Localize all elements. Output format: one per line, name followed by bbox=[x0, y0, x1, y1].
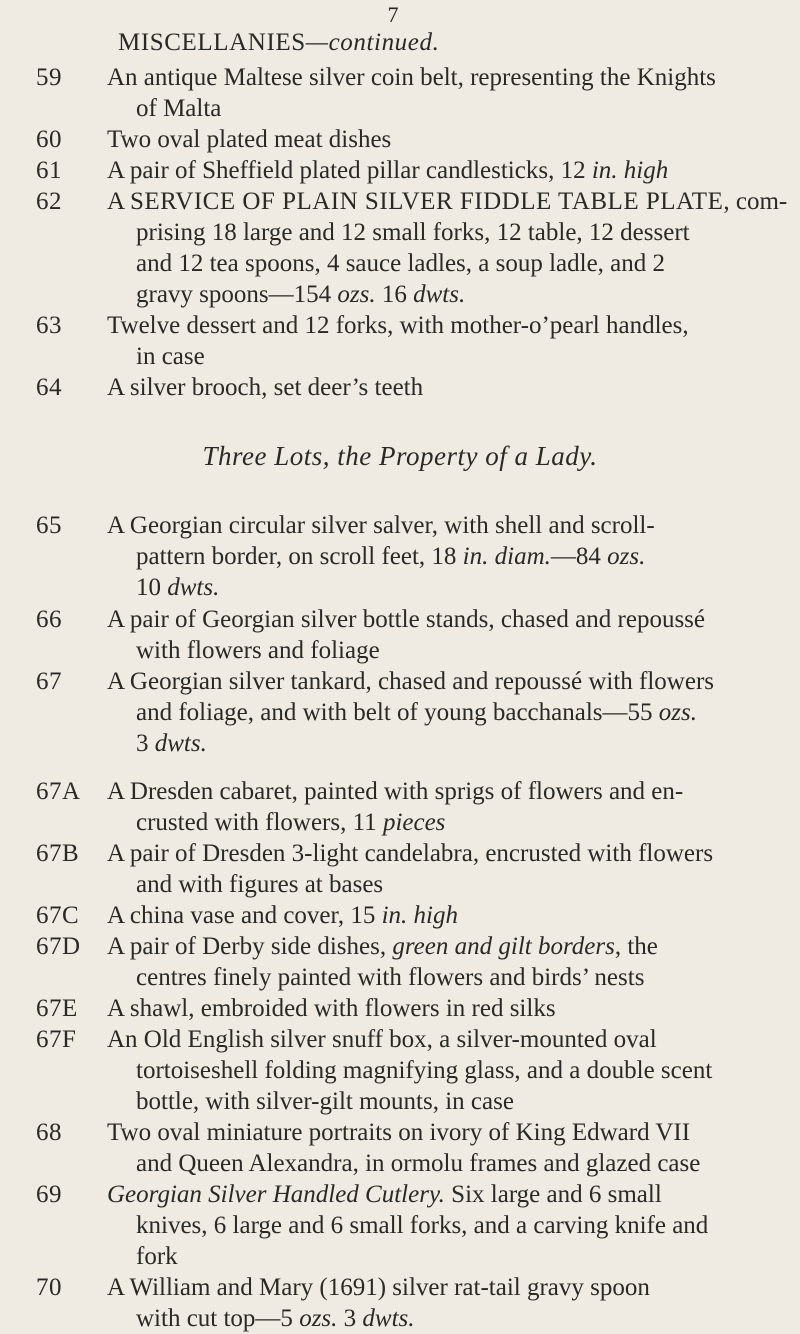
lot-description bbox=[107, 931, 797, 993]
lot-description bbox=[107, 1179, 797, 1272]
lot-number: 67B bbox=[36, 840, 80, 867]
lot-description bbox=[107, 838, 797, 900]
lot-line: pattern border, on scroll feet, 18 in. diam.—84 ozs. bbox=[136, 543, 646, 570]
lot-number: 60 bbox=[36, 126, 62, 153]
lot-line: A pair of Derby side dishes, green and gilt borders, the bbox=[107, 933, 658, 960]
lot-line: A pair of Sheffield plated pillar candlesticks, 12 in. high bbox=[107, 157, 669, 184]
lot-line: knives, 6 large and 6 small forks, and a carving knife and bbox=[136, 1212, 709, 1239]
lot-line: A pair of Dresden 3-light candelabra, encrusted with flowers bbox=[107, 840, 714, 867]
lot-line: prising 18 large and 12 small forks, 12 table, 12 dessert bbox=[136, 219, 690, 246]
lot-line: Two oval miniature portraits on ivory of King Edward VII bbox=[107, 1119, 691, 1146]
lot-number: 67C bbox=[36, 902, 80, 929]
lot-line: A William and Mary (1691) silver rat-tail gravy spoon bbox=[107, 1274, 650, 1301]
running-head bbox=[0, 26, 800, 60]
lot-description bbox=[107, 993, 797, 1024]
lot-description bbox=[107, 62, 797, 124]
lot-number: 64 bbox=[36, 374, 62, 401]
lot-number: 67A bbox=[36, 778, 81, 805]
lot-description bbox=[107, 310, 797, 372]
lot-number: 67 bbox=[36, 668, 62, 695]
lot-number: 59 bbox=[36, 64, 62, 91]
lot-line: 10 dwts. bbox=[136, 574, 220, 601]
lot-line: A shawl, embroided with flowers in red silks bbox=[107, 995, 556, 1022]
lot-line: An Old English silver snuff box, a silver-mounted oval bbox=[107, 1026, 657, 1053]
lot-line: centres finely painted with flowers and birds’ nests bbox=[136, 964, 645, 991]
lot-line: with cut top—5 ozs. 3 dwts. bbox=[136, 1305, 415, 1332]
lot-description bbox=[107, 186, 797, 310]
lot-number: 68 bbox=[36, 1119, 62, 1146]
lot-line: 3 dwts. bbox=[136, 730, 207, 757]
lot-number: 70 bbox=[36, 1274, 62, 1301]
lot-description bbox=[107, 510, 797, 603]
lot-description bbox=[107, 1024, 797, 1117]
lot-number: 66 bbox=[36, 606, 62, 633]
lot-line: A Georgian circular silver salver, with shell and scroll- bbox=[107, 512, 655, 539]
page-number: 7 bbox=[387, 2, 399, 27]
lot-line: gravy spoons—154 ozs. 16 dwts. bbox=[136, 281, 466, 308]
lot-line: A Georgian silver tankard, chased and repoussé with flowers bbox=[107, 668, 715, 695]
lot-description bbox=[107, 155, 797, 186]
lot-number: 69 bbox=[36, 1181, 62, 1208]
lot-line: and foliage, and with belt of young bacchanals—55 ozs. bbox=[136, 699, 697, 726]
lot-line: A Dresden cabaret, painted with sprigs of flowers and en- bbox=[107, 778, 684, 805]
running-head-continued: —continued. bbox=[305, 29, 440, 56]
lot-description bbox=[107, 900, 797, 931]
lot-description bbox=[107, 604, 797, 666]
lot-description bbox=[107, 1117, 797, 1179]
lot-line: of Malta bbox=[136, 95, 222, 122]
lot-line: A china vase and cover, 15 in. high bbox=[107, 902, 459, 929]
lot-number: 65 bbox=[36, 512, 62, 539]
lot-line: fork bbox=[136, 1243, 178, 1270]
running-head-title: MISCELLANIES bbox=[118, 29, 306, 56]
lot-number: 67D bbox=[36, 933, 81, 960]
lot-line: and 12 tea spoons, 4 sauce ladles, a soup ladle, and 2 bbox=[136, 250, 666, 277]
lot-line: Two oval plated meat dishes bbox=[107, 126, 392, 153]
lot-line: A SERVICE OF PLAIN SILVER FIDDLE TABLE PLATE, com- bbox=[107, 188, 788, 215]
lot-description bbox=[107, 776, 797, 838]
lot-description bbox=[107, 372, 797, 403]
lot-line: An antique Maltese silver coin belt, representing the Knights bbox=[107, 64, 716, 91]
section-heading: Three Lots, the Property of a Lady. bbox=[202, 441, 598, 471]
lot-description bbox=[107, 666, 797, 759]
lot-line: in case bbox=[136, 343, 205, 370]
lot-line: Georgian Silver Handled Cutlery. Six large and 6 small bbox=[107, 1181, 662, 1208]
lot-line: and with figures at bases bbox=[136, 871, 384, 898]
lot-number: 67F bbox=[36, 1026, 77, 1053]
lot-number: 61 bbox=[36, 157, 62, 184]
lot-line: A silver brooch, set deer’s teeth bbox=[107, 374, 424, 401]
lot-line: and Queen Alexandra, in ormolu frames and glazed case bbox=[136, 1150, 701, 1177]
lot-line: tortoiseshell folding magnifying glass, and a double scent bbox=[136, 1057, 713, 1084]
lot-description bbox=[107, 124, 797, 155]
lot-number: 67E bbox=[36, 995, 78, 1022]
lot-line: Twelve dessert and 12 forks, with mother-o’pearl handles, bbox=[107, 312, 689, 339]
lot-line: bottle, with silver-gilt mounts, in case bbox=[136, 1088, 514, 1115]
lot-line: with flowers and foliage bbox=[136, 637, 380, 664]
lot-line: A pair of Georgian silver bottle stands, chased and repoussé bbox=[107, 606, 705, 633]
lot-number: 62 bbox=[36, 188, 62, 215]
lot-line: crusted with flowers, 11 pieces bbox=[136, 809, 446, 836]
lot-description bbox=[107, 1272, 797, 1334]
lot-number: 63 bbox=[36, 312, 62, 339]
